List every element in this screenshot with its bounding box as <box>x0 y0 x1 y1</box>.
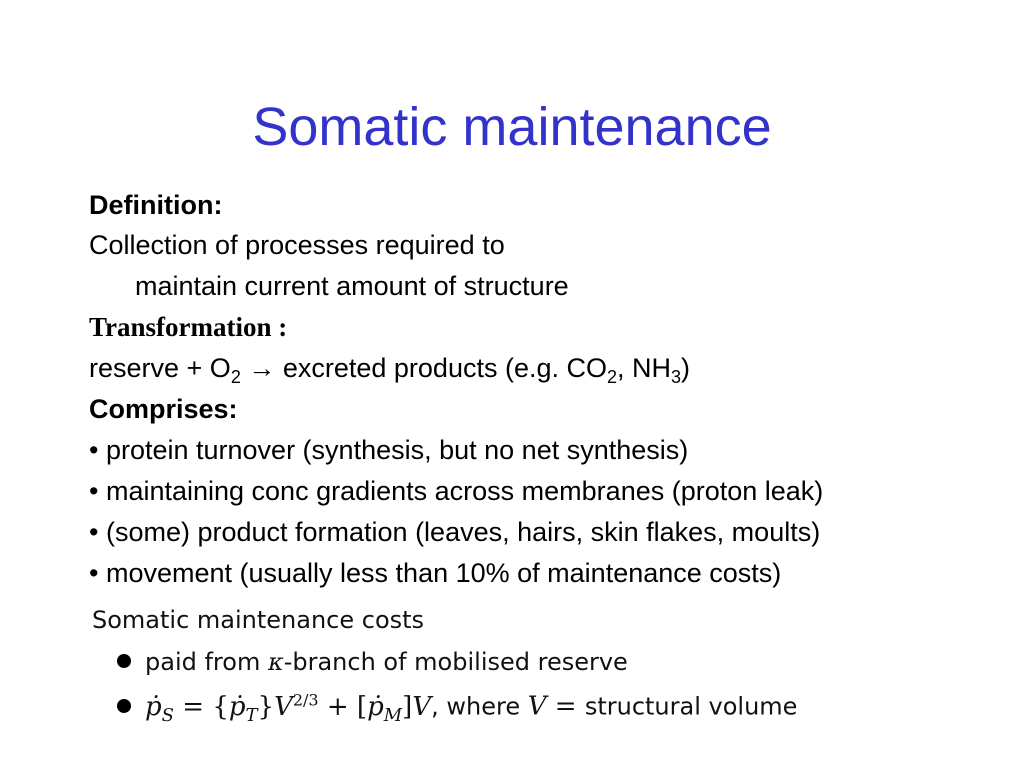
formula-plus: + [ <box>318 691 368 722</box>
kappa-symbol: κ <box>267 648 284 676</box>
formula-p-dot-t: ṗ <box>228 691 246 722</box>
transformation-heading: Transformation : <box>89 312 288 342</box>
formula-brace: } <box>257 691 275 722</box>
formula-p-dot-m: ṗ <box>367 691 384 722</box>
bullet-dot-icon <box>117 654 131 668</box>
comprises-bullet-2: • maintaining conc gradients across membranes (proton leak) <box>89 476 824 506</box>
reaction-nh: , NH <box>617 353 672 383</box>
formula-v: V <box>274 691 293 722</box>
formula-exponent: 2/3 <box>292 690 319 709</box>
formula-bracket: ] <box>402 691 413 722</box>
formula-equals-2: = <box>546 691 585 722</box>
nh3-subscript: 3 <box>671 367 682 387</box>
reaction-close: ) <box>681 353 691 383</box>
inset-bullet-1-pre: paid from <box>145 648 268 676</box>
comprises-heading: Comprises: <box>89 394 238 424</box>
comprises-bullet-4: • movement (usually less than 10% of maintenance costs) <box>89 558 782 588</box>
definition-heading: Definition: <box>89 190 223 220</box>
formula-v2: V <box>412 691 432 722</box>
formula-description: structural volume <box>584 692 798 721</box>
formula-comma: , <box>431 692 439 721</box>
inset-bullet-2 <box>117 690 798 726</box>
definition-line-1: Collection of processes required to <box>89 230 505 260</box>
inset-bullet-1 <box>117 650 628 674</box>
formula-sub-t: T <box>245 704 258 726</box>
reaction-reserve: reserve + O <box>89 353 231 383</box>
reaction-equation <box>89 353 691 387</box>
comprises-bullet-1: • protein turnover (synthesis, but no net synthesis) <box>89 435 689 465</box>
reaction-products: excreted products (e.g. CO <box>275 353 607 383</box>
comprises-bullet-3: • (some) product formation (leaves, hairs, skin flakes, moults) <box>89 517 821 547</box>
slide-title: Somatic maintenance <box>252 97 772 157</box>
inset-bullet-1-post: -branch of mobilised reserve <box>283 648 628 676</box>
inset-heading: Somatic maintenance costs <box>92 606 425 634</box>
formula-sub-m: M <box>383 704 403 726</box>
formula <box>145 690 432 726</box>
formula-where: where <box>438 692 528 721</box>
definition-line-2: maintain current amount of structure <box>135 271 569 301</box>
formula-v3: V <box>527 691 547 722</box>
formula-equals: = { <box>174 691 229 722</box>
formula-p-dot: ṗ <box>145 691 162 722</box>
bullet-dot-icon <box>117 699 131 713</box>
o2-subscript: 2 <box>230 367 241 387</box>
reaction-arrow: → <box>248 353 276 383</box>
co2-subscript: 2 <box>607 367 618 387</box>
formula-sub-s: S <box>161 704 174 726</box>
